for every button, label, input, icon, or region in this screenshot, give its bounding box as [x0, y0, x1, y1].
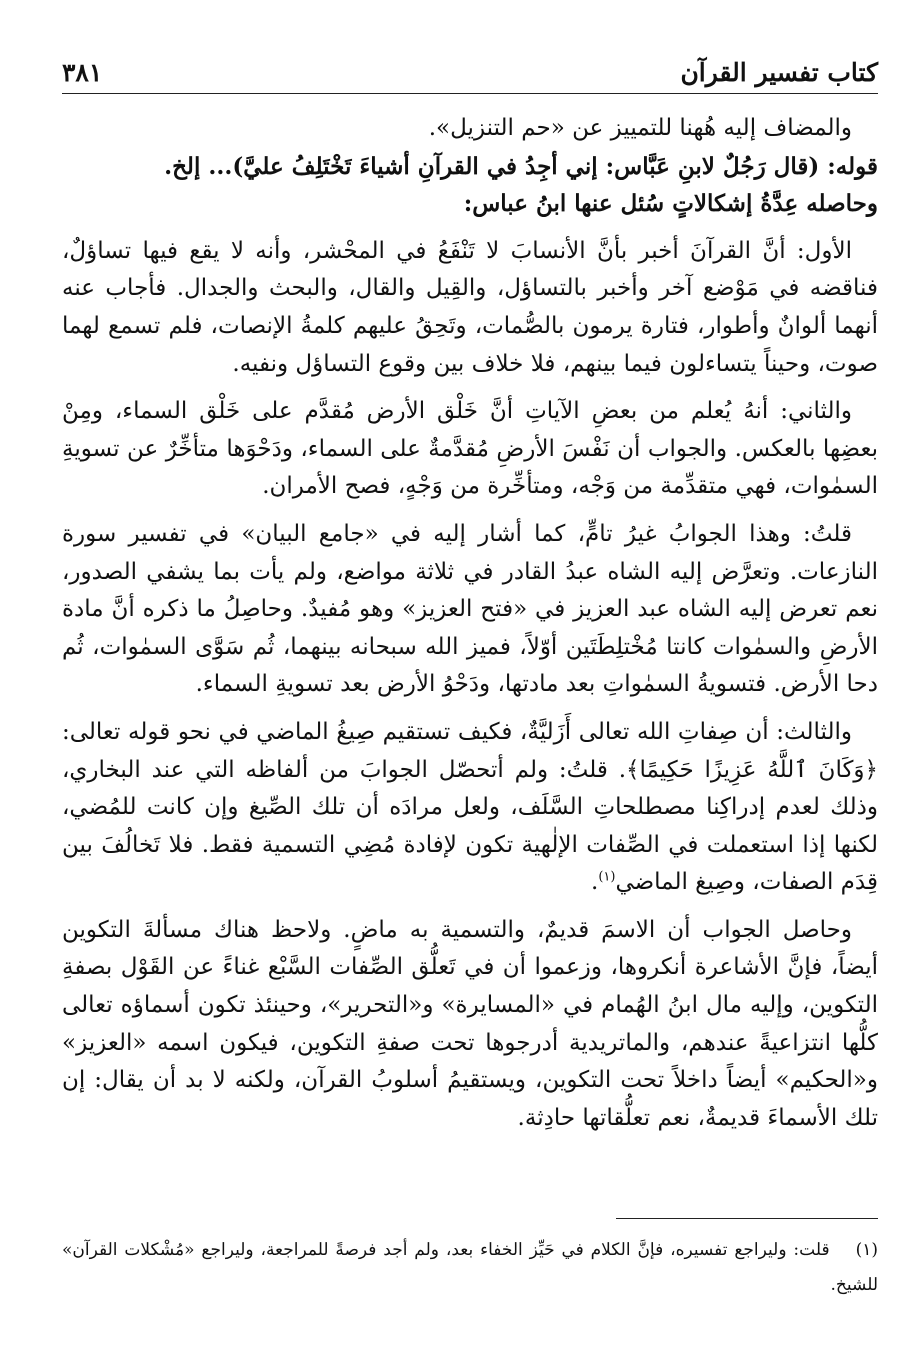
footnote-number: (١) — [855, 1240, 878, 1260]
paragraph: قوله: (قال رَجُلٌ لابنِ عَبَّاس: إني أجِدُ في القرآنِ أشياءَ تَخْتَلِفُ عليَّ)... إلخ. — [164, 152, 878, 180]
page-number: ٣٨١ — [62, 58, 103, 87]
paragraph-with-footnote-ref — [62, 714, 878, 902]
page-header — [62, 54, 878, 94]
paragraph: وحاصل الجواب أن الاسمَ قديمٌ، والتسمية به ماضٍ. ولاحظ هناك مسألةَ التكوين أيضاً، فإنَّ الأشاعرة أنكروها، وزعموا أن في تَعلُّق الصِّفات السَّبْع غناءً عن القَوْل بصفةِ التكوين، وإليه مال ابنُ الهُمام في «المسايرة» و«التحرير»، وحينئذ تكون أسماؤه تعالى كلُّها انتزاعيةً عندهم، والماتريدية أدرجوها تحت صفةِ التكوين، فيكون اسمه «العزيز» و«الحكيم» أيضاً داخلاً تحت التكوين، ويستقيمُ أسلوبُ القرآن، ولكنه لا بد أن يقال: إن تلك الأسماءَ قديمةٌ، نعم تعلُّقاتها حادِثة. — [62, 916, 878, 1131]
book-title: كتاب تفسير القرآن — [680, 58, 878, 87]
footnote-text: قلت: وليراجع تفسيره، فإنَّ الكلام في حَيِّز الخفاء بعد، ولم أجد فرصةً للمراجعة، وليراجع «مُشْكلات القرآن» للشيخ. — [62, 1240, 878, 1295]
paragraph: وحاصله عِدَّةُ إشكالاتٍ سُئل عنها ابنُ عباس: — [463, 190, 878, 218]
paragraph: الأول: أنَّ القرآنَ أخبر بأنَّ الأنسابَ لا تَنْفَعُ في المحْشر، وأنه لا يقع فيها تساؤلٌ، فناقضه في مَوْضع آخر وأخبر بالتساؤل، والقِيل والقال، والبحث والجدال. فأجاب عنه أنهما ألوانٌ وأطوار، فتارة يرمون بالصُّمات، وتَحِقُ عليهم كلمةُ الإنصات، فلم تسمع لهما صوت، وحيناً يتساءلون فيما بينهم، فلا خلاف بين وقوع التساؤل ونفيه. — [62, 237, 878, 377]
paragraph: والثاني: أنهُ يُعلم من بعضِ الآياتِ أنَّ خَلْق الأرض مُقدَّم على خَلْق السماء، ومِنْ بعضِها بالعكس. والجواب أن نَفْسَ الأرضِ مُقدَّمةٌ على السماء، ودَحْوَها متأخِّرٌ عن تسويةِ السمٰوات، فهي متقدِّمة من وَجْه، ومتأخِّرة من وَجْهٍ، فصح الأمران. — [62, 398, 878, 500]
paragraph: والمضاف إليه هُهنا للتمييز عن «حم التنزيل». — [428, 115, 852, 141]
footnote-separator — [616, 1218, 878, 1219]
footnote-reference[interactable]: (١) — [598, 869, 616, 885]
paragraph: قلتُ: وهذا الجوابُ غيرُ تامٍّ، كما أشار إليه في «جامع البيان» في تفسير سورة النازعات. وتعرَّض إليه الشاه عبدُ القادر في ثلاثة مواضع، ولم يأت بما يشفي الصدور، نعم تعرض إليه الشاه عبد العزيز في «فتح العزيز» وهو مُفيدٌ. وحاصِلُ ما ذكره أنَّ مادة الأرضِ والسمٰوات كانتا مُخْتلِطَتَين أوّلاً، فميز الله سبحانه بينهما، ثُم سَوَّى السمٰوات، ثُم دحا الأرض. فتسويةُ السمٰواتِ بعد مادتها، ودَحْوُ الأرض بعد تسويةِ السماء. — [62, 520, 878, 698]
paragraph-text: والثالث: أن صِفاتِ الله تعالى أَزَليَّةٌ، فكيف تستقيم صِيغُ الماضي في نحو قوله تعالى: ﴿وَكَانَ ٱللَّهُ عَزِيزًا حَكِيمًا﴾. قلتُ: ولم أتحصّل الجوابَ من ألفاظه التي عند البخاري، وذلك لعدم إدراكِنا مصطلحاتِ السَّلَف، ولعل مرادَه أن تلك الصِّيغ وإن كانت للمُضي، لكنها إذا استعملت في الصِّفات الإلٰهية تكون لإفادة مُضِي التسمية فقط. فلا تَخالُفَ بين قِدَم الصفات، وصِيغ الماضي — [62, 718, 878, 896]
paragraph-tail: . — [591, 869, 599, 896]
body-text — [62, 110, 878, 1137]
footnote — [62, 1233, 878, 1303]
